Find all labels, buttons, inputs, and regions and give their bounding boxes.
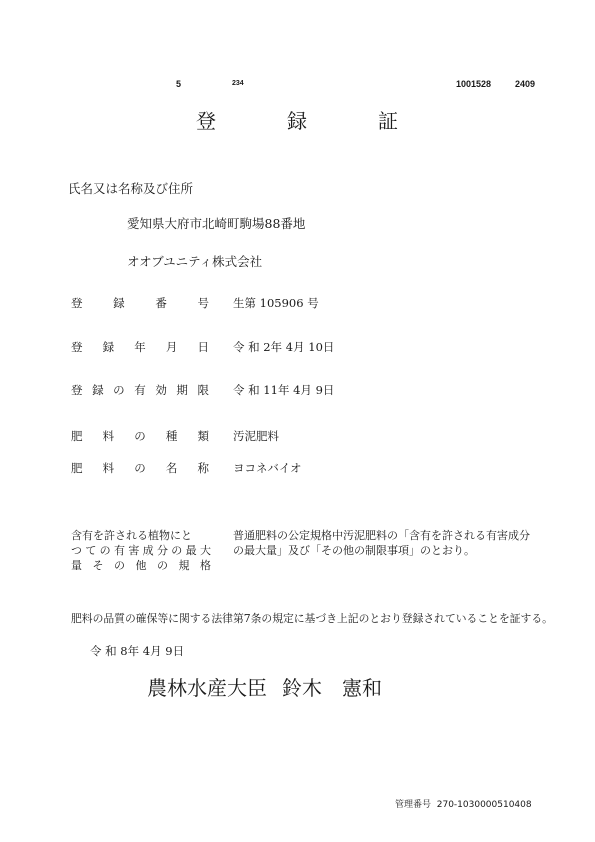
label-expiry-date: 登 録 の 有 効 期 限 <box>71 383 209 397</box>
label-fertilizer-type: 肥 料 の 種 類 <box>71 429 209 443</box>
code-d: 2409 <box>515 79 536 89</box>
code-b: 234 <box>232 80 244 87</box>
value-fertilizer-type: 汚泥肥料 <box>233 429 279 443</box>
note-text-line-1: 普通肥料の公定規格中汚泥肥料の「含有を許される有害成分 <box>233 529 530 542</box>
certification-statement: 肥料の品質の確保等に関する法律第7条の規定に基づき上記のとおり登録されていることを証する。 <box>71 612 553 625</box>
management-number <box>395 797 532 810</box>
label-fertilizer-name: 肥 料 の 名 称 <box>71 461 209 475</box>
value-fertilizer-name: ヨコネバイオ <box>233 461 302 475</box>
signer-name: 鈴木 憲和 <box>282 676 382 700</box>
code-a: 5 <box>176 79 182 89</box>
applicant-address: 愛知県大府市北崎町駒場88番地 <box>127 216 306 231</box>
signer-title: 農林水産大臣 <box>147 676 267 700</box>
title-char-3: 証 <box>378 109 398 133</box>
note-text-line-2: の最大量」及び「その他の制限事項」のとおり。 <box>233 544 475 557</box>
note-label-line-2: つ て の 有 害 成 分 の 最 大 <box>71 544 211 557</box>
management-number-value: 270-1030000510408 <box>436 800 532 810</box>
value-registration-number: 生第 105906 号 <box>233 296 319 310</box>
title-char-2: 録 <box>287 109 307 133</box>
label-registration-number: 登 録 番 号 <box>71 296 209 310</box>
note-label-line-3: 量 そ の 他 の 規 格 <box>71 559 211 572</box>
code-c: 1001528 <box>456 79 492 89</box>
management-number-label: 管理番号 <box>395 800 432 810</box>
label-registration-date: 登 録 年 月 日 <box>71 340 209 354</box>
note-label-line-1: 含有を許される植物にと <box>71 529 192 542</box>
value-expiry-date: 令 和 11年 4月 9日 <box>233 383 335 397</box>
applicant-heading: 氏名又は名称及び住所 <box>68 181 194 196</box>
applicant-name: オオブユニティ株式会社 <box>127 254 263 269</box>
title-char-1: 登 <box>196 109 216 133</box>
issue-date: 令 和 8年 4月 9日 <box>90 644 185 658</box>
value-registration-date: 令 和 2年 4月 10日 <box>233 340 335 354</box>
